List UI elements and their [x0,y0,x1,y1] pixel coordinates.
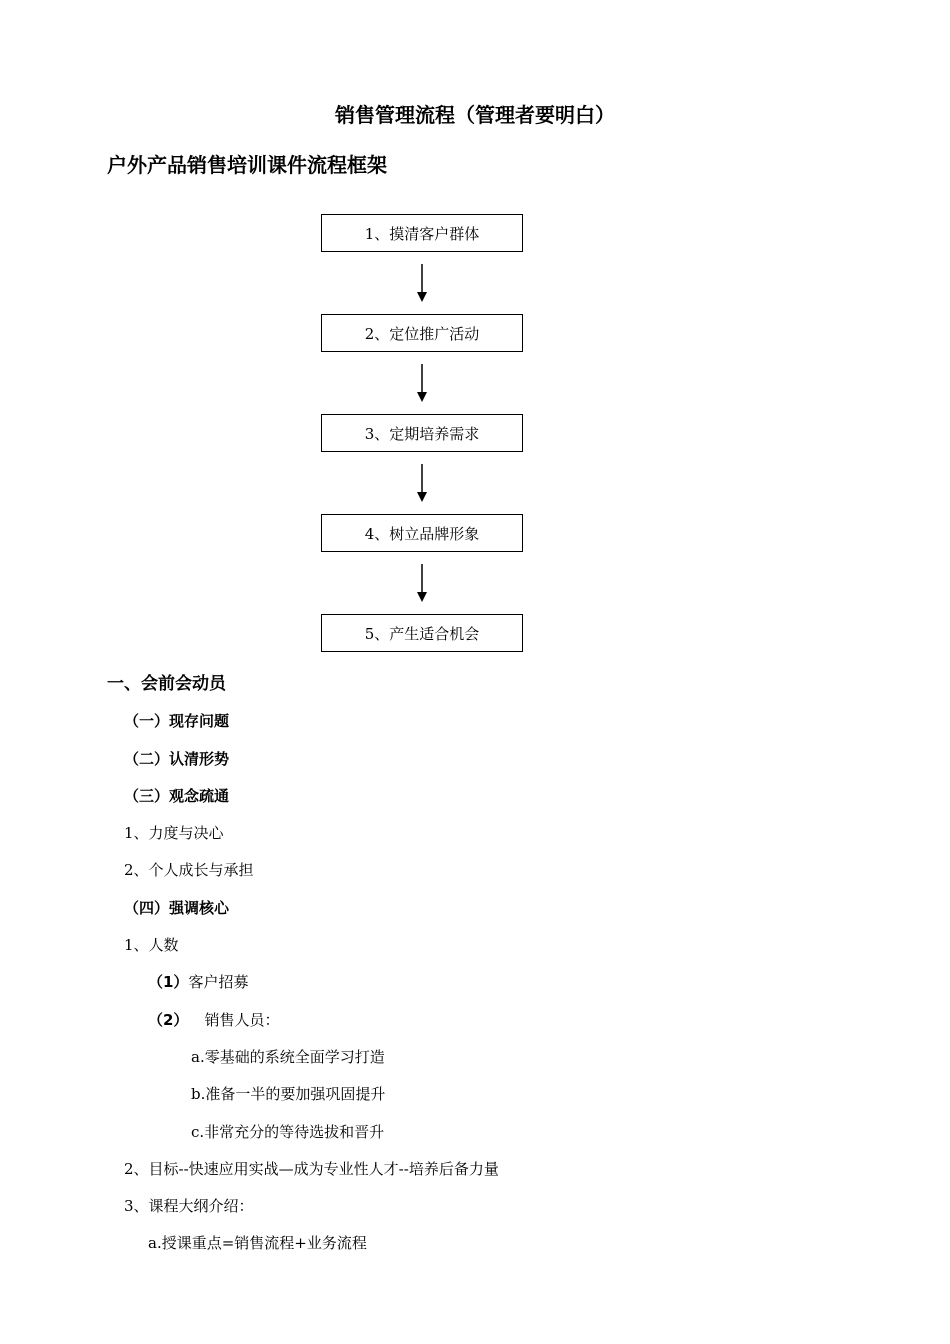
flow-arrow [321,552,523,614]
flow-arrow [321,352,523,414]
list-item: a.零基础的系统全面学习打造 [191,1047,385,1066]
flow-step-label: 1、摸清客户群体 [364,224,480,243]
list-item-text: 销售人员： [204,1010,280,1029]
flow-step-4 [321,514,523,552]
arrow-down-icon [416,464,428,504]
subsection-heading: （四）强调核心 [124,898,230,917]
flow-step-1 [321,214,523,252]
arrow-down-icon [416,364,428,404]
flow-step-label: 3、定期培养需求 [364,424,480,443]
arrow-down-icon [416,564,428,604]
document-title: 销售管理流程（管理者要明白） [335,103,615,127]
list-item: 1、人数 [124,936,179,955]
flow-step-label: 2、定位推广活动 [364,324,480,343]
flow-step-label: 5、产生适合机会 [364,624,480,643]
flow-step-3 [321,414,523,452]
list-marker: （1） [148,973,189,992]
flowchart [321,214,523,652]
list-item-text: 客户招募 [188,973,249,992]
subsection-heading: （二）认清形势 [124,749,230,768]
list-item: 3、课程大纲介绍： [124,1197,254,1216]
list-item: 2、目标--快速应用实战—成为专业性人才--培养后备力量 [124,1159,499,1178]
list-item: 2、个人成长与承担 [124,861,254,880]
flow-arrow [321,252,523,314]
subsection-heading: （三）观念疏通 [124,786,230,805]
subsection-heading: （一）现存问题 [124,712,230,731]
flow-step-label: 4、树立品牌形象 [364,524,480,543]
outline-list [0,666,950,1263]
arrow-down-icon [416,264,428,304]
flow-step-2 [321,314,523,352]
document-subtitle: 户外产品销售培训课件流程框架 [107,153,387,177]
list-item: c.非常充分的等待选拔和晋升 [191,1122,385,1141]
list-item: 1、力度与决心 [124,824,224,843]
list-item: a.授课重点=销售流程+业务流程 [148,1234,367,1253]
list-item [0,964,950,1001]
flow-step-5 [321,614,523,652]
flow-arrow [321,452,523,514]
list-item: b.准备一半的要加强巩固提升 [191,1085,386,1104]
list-item [0,1002,950,1039]
section-heading: 一、会前会动员 [107,674,226,694]
list-marker: （2） [148,1010,189,1029]
